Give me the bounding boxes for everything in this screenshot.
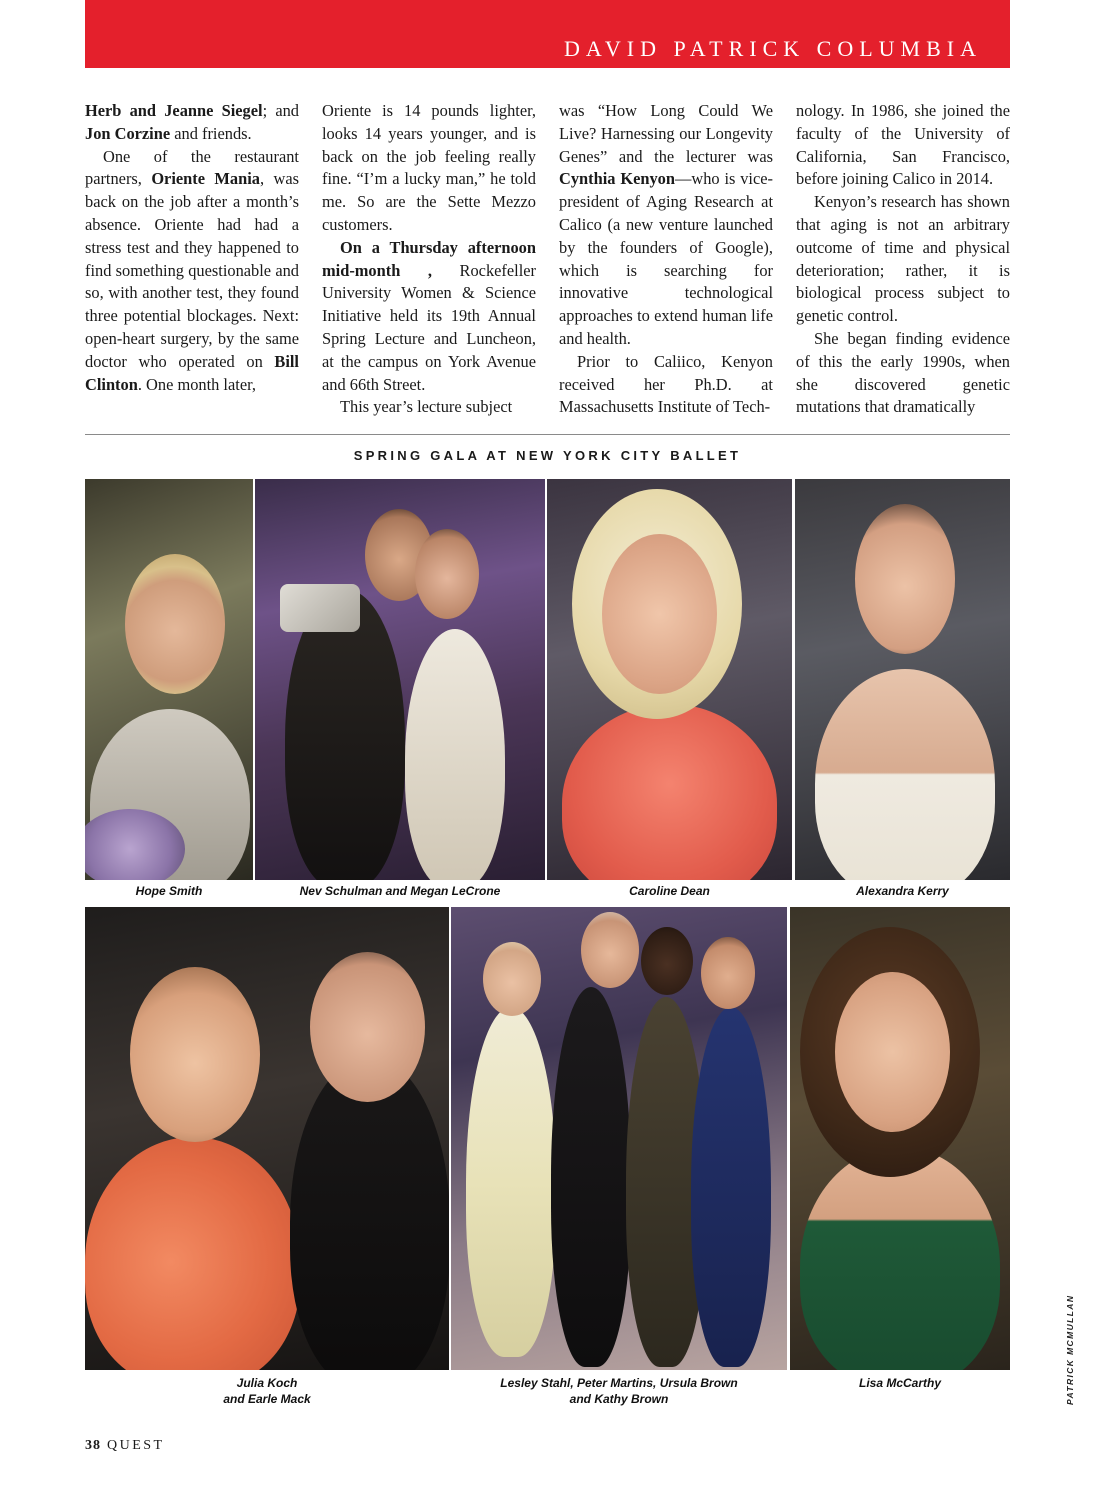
text-run: was “How Long Could We Live? Harnessing our Longevity Genes” and the lecturer was <box>559 101 773 166</box>
magazine-name: QUEST <box>107 1438 165 1453</box>
photo-face <box>641 927 693 995</box>
photo-face <box>125 554 225 694</box>
photo-alexandra-kerry <box>795 479 1010 880</box>
text-run: Rockefeller University Women & Science Initiative held its 19th Annual Spring Lecture and Luncheon, at the campus on York Avenue and 66th Street. <box>322 260 536 394</box>
article-body <box>85 100 1010 425</box>
caption-line: and Kathy Brown <box>569 1392 669 1406</box>
text-run: This year’s lecture subject <box>340 397 513 417</box>
article-paragraph <box>559 351 773 419</box>
text-run: ; and <box>262 101 299 120</box>
article-column-3 <box>559 100 773 425</box>
photo-nev-schulman-megan-lecrone <box>255 479 545 880</box>
caption-line: Julia Koch <box>236 1376 298 1390</box>
article-paragraph <box>796 328 1010 419</box>
photo-lisa-mccarthy <box>790 907 1010 1370</box>
photo-face <box>581 912 639 988</box>
photo-lesley-stahl-group <box>451 907 787 1370</box>
article-column-2 <box>322 100 536 425</box>
photo-figure <box>691 1007 771 1367</box>
photo-hope-smith <box>85 479 253 880</box>
text-run: and friends. <box>170 123 252 143</box>
caption-lisa-mccarthy: Lisa McCarthy <box>858 1376 942 1390</box>
header-bar <box>85 0 1010 68</box>
text-run: She began finding evidence of this the early 1990s, when she discovered genetic mutations that dramatically <box>796 328 1010 417</box>
photo-figure <box>405 629 505 880</box>
caption-line: and Earle Mack <box>223 1392 311 1406</box>
page-footer <box>85 1438 165 1454</box>
article-paragraph <box>322 237 536 397</box>
bold-name: Bill Clinton <box>85 351 299 394</box>
article-column-1 <box>85 100 299 425</box>
text-run: One of the restaurant partners, <box>85 146 299 189</box>
caption-nev-schulman-megan-lecrone: Nev Schulman and Megan LeCrone <box>299 884 501 898</box>
photo-figure <box>85 1137 300 1370</box>
article-paragraph <box>322 396 536 419</box>
photo-caroline-dean <box>547 479 792 880</box>
photo-face <box>310 952 425 1102</box>
caption-hope-smith: Hope Smith <box>135 884 203 898</box>
photo-face <box>483 942 541 1016</box>
photo-figure <box>466 1007 556 1357</box>
caption-alexandra-kerry: Alexandra Kerry <box>856 884 949 898</box>
photo-face <box>855 504 955 654</box>
article-column-4 <box>796 100 1010 425</box>
page-number: 38 <box>85 1438 101 1453</box>
article-paragraph <box>322 100 536 237</box>
photo-face <box>130 967 260 1142</box>
bold-name: Jon Corzine <box>85 123 171 143</box>
text-run: —who is vice-president of Aging Research at Calico (a new venture launched by the founders of Google), which is searching for innovative technological approaches to extend human life and health. <box>559 169 773 348</box>
photo-figure <box>290 1057 449 1370</box>
bold-name: On a Thursday afternoon mid-month , <box>322 237 536 280</box>
article-paragraph <box>85 146 299 397</box>
photo-section-title: SPRING GALA AT NEW YORK CITY BALLET <box>353 448 742 463</box>
section-divider <box>85 434 1010 435</box>
photo-figure <box>562 704 777 880</box>
article-paragraph <box>796 191 1010 328</box>
text-run: nology. In 1986, she joined the faculty of the University of California, San Francisco, before joining Calico in 2014. <box>796 101 1010 189</box>
photo-julia-koch-earle-mack <box>85 907 449 1370</box>
section-header-title: DAVID PATRICK COLUMBIA <box>563 36 982 61</box>
photo-face <box>602 534 717 694</box>
photo-credit: PATRICK MCMULLAN <box>1065 1294 1075 1405</box>
caption-line: Lesley Stahl, Peter Martins, Ursula Brown <box>500 1376 738 1390</box>
caption-lesley-stahl-group <box>451 1375 787 1407</box>
article-paragraph <box>85 100 299 146</box>
text-run: Prior to Caliico, Kenyon received her Ph.D. at Massachusetts Institute of Tech- <box>559 351 773 417</box>
photo-face <box>835 972 950 1132</box>
photo-figure <box>285 589 405 880</box>
photo-figure <box>800 1147 1000 1370</box>
photo-figure <box>815 669 995 880</box>
caption-julia-koch-earle-mack <box>85 1375 449 1407</box>
text-run: , was back on the job after a month’s absence. Oriente had had a stress test and they happened to find something questionable and so, with another test, they found three potential blockages. Next: open-heart surgery, by the same doctor who operated on <box>85 169 299 371</box>
photo-face <box>701 937 755 1009</box>
article-paragraph <box>559 100 773 351</box>
text-run: Kenyon’s research has shown that aging is not an arbitrary outcome of time and physical deterioration; rather, it is biological process subject to genetic control. <box>796 192 1010 326</box>
article-paragraph <box>796 100 1010 191</box>
text-run: Oriente is 14 pounds lighter, looks 14 years younger, and is back on the job feeling really fine. “I’m a lucky man,” he told me. So are the Sette Mezzo customers. <box>322 101 536 234</box>
bold-name: Oriente Mania <box>151 169 260 189</box>
photo-figure <box>551 987 631 1367</box>
photo-face <box>415 529 479 619</box>
bold-name: Cynthia Kenyon <box>559 169 675 189</box>
photo-clutch <box>280 584 360 632</box>
caption-caroline-dean: Caroline Dean <box>629 884 710 898</box>
text-run: . One month later, <box>137 374 256 394</box>
bold-name: Herb and Jeanne Siegel <box>85 101 263 120</box>
